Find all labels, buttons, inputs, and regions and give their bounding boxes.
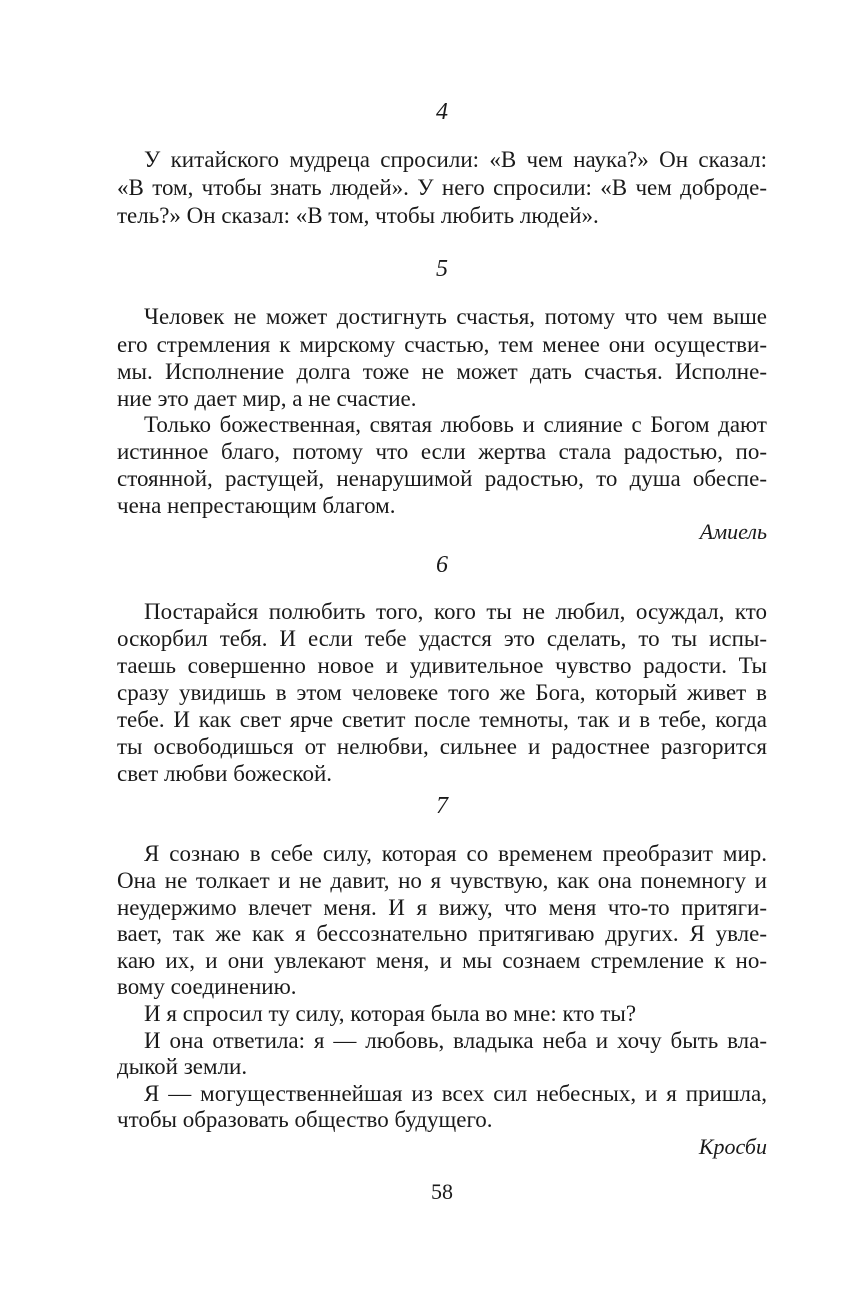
quote-author: Амиель bbox=[699, 519, 767, 544]
text-line: У китайского мудреца спросили: «В чем наука?» Он сказал: bbox=[144, 147, 767, 172]
text-line: Она не толкает и не давит, но я чувствую, как она понемногу и bbox=[117, 868, 767, 893]
text-line: И я спросил ту силу, которая была во мне: кто ты? bbox=[144, 1001, 637, 1026]
text-line: Только божественная, святая любовь и слияние с Богом дают bbox=[144, 412, 767, 437]
section-number: 7 bbox=[436, 793, 448, 819]
text-line: стоянной, растущей, ненарушимой радостью, то душа обеспе- bbox=[117, 466, 767, 491]
text-line: его стремления к мирскому счастью, тем менее они осуществи- bbox=[117, 332, 767, 357]
text-line: сразу увидишь в этом человеке того же Бога, который живет в bbox=[117, 680, 767, 705]
text-line: тель?» Он сказал: «В том, чтобы любить людей». bbox=[117, 203, 599, 228]
page-number: 58 bbox=[431, 1179, 453, 1204]
text-line: свет любви божеской. bbox=[117, 761, 332, 786]
text-line: неудержимо влечет меня. И я вижу, что меня что-то притяги- bbox=[117, 895, 767, 920]
text-line: вает, так же как я бессознательно притягиваю других. Я увле- bbox=[117, 921, 767, 946]
quote-author: Кросби bbox=[698, 1134, 767, 1159]
text-line: тебе. И как свет ярче светит после темноты, так и в тебе, когда bbox=[117, 707, 767, 732]
text-line: таешь совершенно новое и удивительное чувство радости. Ты bbox=[117, 653, 767, 678]
text-line: Я сознаю в себе силу, которая со временем преобразит мир. bbox=[144, 841, 767, 866]
text-line: Постарайся полюбить того, кого ты не любил, осуждал, кто bbox=[144, 599, 767, 624]
text-line: чтобы образовать общество будущего. bbox=[117, 1107, 493, 1132]
text-line: ты освободишься от нелюбви, сильнее и радостнее разгорится bbox=[117, 734, 767, 759]
text-line: чена непрестающим благом. bbox=[117, 493, 396, 518]
text-line: И она ответила: я — любовь, владыка неба и хочу быть вла- bbox=[144, 1028, 767, 1053]
text-line: Я — могущественнейшая из всех сил небесных, и я пришла, bbox=[144, 1081, 767, 1106]
text-line: Человек не может достигнуть счастья, потому что чем выше bbox=[144, 304, 767, 329]
text-line: вому соединению. bbox=[117, 974, 297, 999]
text-line: дыкой земли. bbox=[117, 1054, 248, 1079]
text-line: каю их, и они увлекают меня, и мы сознаем стремление к но- bbox=[117, 948, 767, 973]
text-line: мы. Исполнение долга тоже не может дать счастья. Исполне- bbox=[117, 359, 767, 384]
section-number: 4 bbox=[436, 99, 448, 125]
text-line: «В том, чтобы знать людей». У него спросили: «В чем доброде- bbox=[117, 175, 767, 200]
text-line: ние это дает мир, а не счастие. bbox=[117, 386, 417, 411]
section-number: 6 bbox=[436, 552, 448, 578]
text-line: истинное благо, потому что если жертва стала радостью, по- bbox=[117, 439, 767, 464]
section-number: 5 bbox=[436, 256, 448, 282]
text-line: оскорбил тебя. И если тебе удастся это сделать, то ты испы- bbox=[117, 626, 767, 651]
